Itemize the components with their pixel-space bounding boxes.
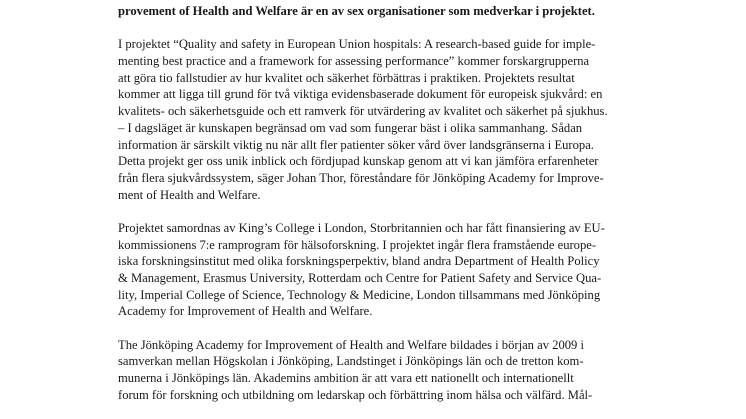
text-line: Academy for Improvement of Health and Welfare.: [118, 304, 373, 319]
text-line: Detta projekt ger oss unik inblick och fördjupad kunskap genom att vi kan jämföra erfarenheter: [118, 154, 599, 169]
text-line: kommer att ligga till grund för två viktiga evidensbaserade dokument för europeisk sjukvård: en: [118, 87, 603, 102]
paragraph-project: [118, 36, 638, 203]
paragraph-gap: [118, 203, 638, 220]
text-line: – I dagsläget är kunskapen begränsad om vad som fungerar bäst i olika sammanhang. Sådan: [118, 120, 583, 135]
text-line: Projektet samordnas av King’s College i London, Storbritannien och har fått finansiering av EU-: [118, 220, 605, 235]
text-line: att göra tio fallstudier av hur kvalitet och säkerhet förbättras i praktiken. Projektets resultat: [118, 70, 575, 85]
paragraph-gap: [118, 20, 638, 37]
text-line: forum för forskning och utbildning om ledarskap och förbättring inom hälsa och välfärd. Mål-: [118, 387, 593, 402]
text-line: I projektet “Quality and safety in European Union hospitals: A research-based guide for imple-: [118, 37, 596, 52]
text-line: & Management, Erasmus University, Rotterdam och Centre for Patient Safety and Service Qua-: [118, 271, 602, 285]
text-line: kommissionens 7:e ramprogram för hälsoforskning. I projektet ingår flera framstående europe-: [118, 237, 597, 252]
document-body: [118, 3, 638, 404]
text-line: lity, Imperial College of Science, Technology & Medicine, London tillsammans med Jönköping: [118, 287, 601, 302]
text-line: information är särskilt viktig nu när allt fler patienter söker vård över landsgränserna i Europa.: [118, 137, 594, 152]
intro-bold-line: provement of Health and Welfare är en av sex organisationer som medverkar i projektet.: [118, 4, 595, 18]
text-line: kvalitets- och säkerhetsguide och ett ramverk för utvärdering av kvalitet och säkerhet på sjukhus.: [118, 104, 608, 119]
paragraph-gap: [118, 320, 638, 337]
text-line: The Jönköping Academy for Improvement of Health and Welfare bildades i början av 2009 i: [118, 337, 584, 352]
text-line: iska forskningsinstitut med olika forskningsperpektiv, bland andra Department of Health Policy: [118, 254, 600, 269]
text-line: munerna i Jönköpings län. Akademins ambition är att vara ett nationellt och internationellt: [118, 371, 574, 386]
text-line: menting best practice and a framework for assessing performance” kommer forskargrupperna: [118, 54, 590, 69]
paragraph-academy: [118, 337, 638, 404]
text-line: från flera sjukvårdssystem, säger Johan Thor, föreståndare för Jönköping Academy for Improve-: [118, 170, 604, 185]
text-line: ment of Health and Welfare.: [118, 187, 261, 202]
text-line: samverkan mellan Högskolan i Jönköping, Landstinget i Jönköpings län och de tretton kom-: [118, 354, 584, 369]
paragraph-coordination: [118, 220, 638, 320]
